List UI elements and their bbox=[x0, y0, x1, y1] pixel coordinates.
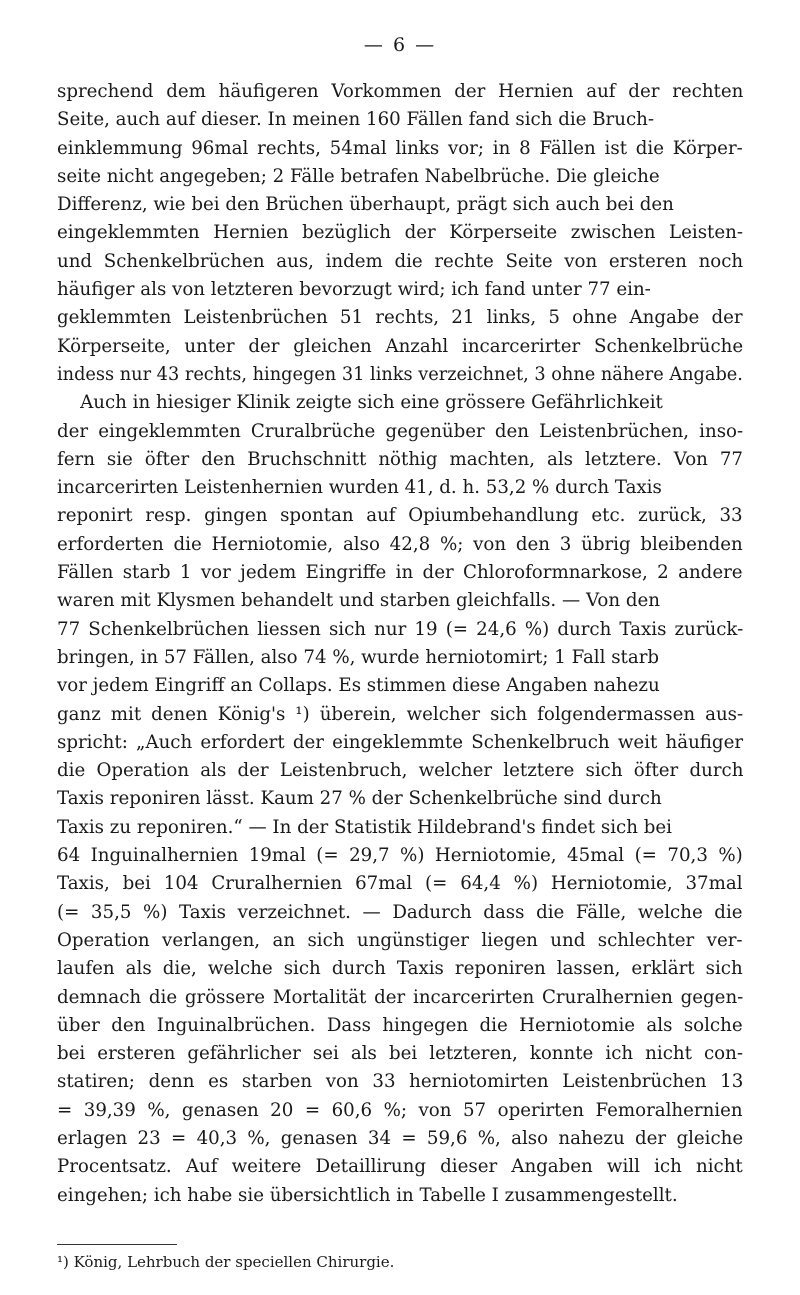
text-line: Differenz, wie bei den Brüchen überhaupt, prägt sich auch bei den bbox=[57, 194, 674, 216]
text-line: incarcerirten Leistenhernien wurden 41, d. h. 53,2 % durch Taxis bbox=[57, 477, 662, 499]
text-line: statiren; denn es starben von 33 herniotomirten Leistenbrüchen 13 bbox=[57, 1071, 744, 1093]
footnote: ¹) König, Lehrbuch der speciellen Chirurgie. bbox=[57, 1253, 395, 1271]
text-line: seite nicht angegeben; 2 Fälle betrafen Nabelbrüche. Die gleiche bbox=[57, 165, 660, 187]
text-line: Auch in hiesiger Klinik zeigte sich eine grössere Gefährlichkeit bbox=[57, 392, 663, 414]
text-line: (= 35,5 %) Taxis verzeichnet. — Dadurch dass die Fälle, welche die bbox=[57, 901, 743, 923]
text-line: Taxis zu reponiren.“ — In der Statistik Hildebrand's findet sich bei bbox=[57, 816, 672, 838]
text-line: sprechend dem häufigeren Vorkommen der Hernien auf der rechten bbox=[57, 81, 744, 102]
text-line: erlagen 23 = 40,3 %, genasen 34 = 59,6 %, also nahezu der gleiche bbox=[57, 1127, 744, 1149]
text-line: reponirt resp. gingen spontan auf Opiumbehandlung etc. zurück, 33 bbox=[57, 505, 743, 527]
text-line: fern sie öfter den Bruchschnitt nöthig machten, als letztere. Von 77 bbox=[57, 448, 743, 470]
text-line: laufen als die, welche sich durch Taxis reponiren lassen, erklärt sich bbox=[57, 958, 743, 980]
text-line: 77 Schenkelbrüchen liessen sich nur 19 (= 24,6 %) durch Taxis zurück- bbox=[57, 618, 744, 640]
text-line: häufiger als von letzteren bevorzugt wird; ich fand unter 77 ein- bbox=[57, 279, 651, 301]
text-line: der eingeklemmten Cruralbrüche gegenüber den Leistenbrüchen, inso- bbox=[57, 420, 744, 442]
text-line: indess nur 43 rechts, hingegen 31 links verzeichnet, 3 ohne nähere Angabe. bbox=[57, 363, 743, 385]
text-line: und Schenkelbrüchen aus, indem die rechte Seite von ersteren noch bbox=[57, 250, 744, 272]
text-line: Taxis, bei 104 Cruralhernien 67mal (= 64,4 %) Herniotomie, 37mal bbox=[57, 873, 743, 895]
text-line: eingeklemmten Hernien bezüglich der Körperseite zwischen Leisten- bbox=[57, 222, 743, 244]
text-line: bei ersteren gefährlicher sei als bei letzteren, konnte ich nicht con- bbox=[57, 1043, 743, 1065]
text-line: einklemmung 96mal rechts, 54mal links vor; in 8 Fällen ist die Körper- bbox=[57, 137, 743, 159]
text-line: Operation verlangen, an sich ungünstiger liegen und schlechter ver- bbox=[57, 929, 743, 951]
text-line: demnach die grössere Mortalität der incarcerirten Cruralhernien gegen- bbox=[57, 986, 744, 1008]
text-line: vor jedem Eingriff an Collaps. Es stimmen diese Angaben nahezu bbox=[57, 675, 660, 697]
page-number: — 6 — bbox=[363, 34, 437, 56]
text-line: Taxis reponiren lässt. Kaum 27 % der Schenkelbrüche sind durch bbox=[57, 788, 662, 810]
footnote-divider bbox=[57, 1244, 177, 1245]
body-text bbox=[57, 78, 800, 1210]
text-line: die Operation als der Leistenbruch, welcher letztere sich öfter durch bbox=[57, 760, 744, 782]
text-line: Procentsatz. Auf weitere Detaillirung dieser Angaben will ich nicht bbox=[57, 1156, 743, 1178]
text-line: = 39,39 %, genasen 20 = 60,6 %; von 57 operirten Femoralhernien bbox=[57, 1099, 743, 1121]
text-line: bringen, in 57 Fällen, also 74 %, wurde herniotomirt; 1 Fall starb bbox=[57, 646, 660, 668]
text-line: erforderten die Herniotomie, also 42,8 %; von den 3 übrig bleibenden bbox=[57, 533, 743, 555]
text-line: Fällen starb 1 vor jedem Eingriffe in der Chloroformnarkose, 2 andere bbox=[57, 562, 743, 584]
text-line: Seite, auch auf dieser. In meinen 160 Fällen fand sich die Bruch- bbox=[57, 109, 655, 131]
text-line: ganz mit denen König's ¹) überein, welcher sich folgendermassen aus- bbox=[57, 703, 744, 725]
text-line: Körperseite, unter der gleichen Anzahl incarcerirter Schenkelbrüche bbox=[57, 335, 744, 357]
text-line: eingehen; ich habe sie übersichtlich in Tabelle I zusammengestellt. bbox=[57, 1184, 678, 1206]
text-line: spricht: „Auch erfordert der eingeklemmte Schenkelbruch weit häufiger bbox=[57, 731, 744, 753]
text-line: über den Inguinalbrüchen. Dass hingegen die Herniotomie als solche bbox=[57, 1014, 743, 1036]
text-line: geklemmten Leistenbrüchen 51 rechts, 21 links, 5 ohne Angabe der bbox=[57, 307, 743, 329]
text-line: 64 Inguinalhernien 19mal (= 29,7 %) Herniotomie, 45mal (= 70,3 %) bbox=[57, 845, 743, 867]
text-line: waren mit Klysmen behandelt und starben gleichfalls. — Von den bbox=[57, 590, 660, 612]
